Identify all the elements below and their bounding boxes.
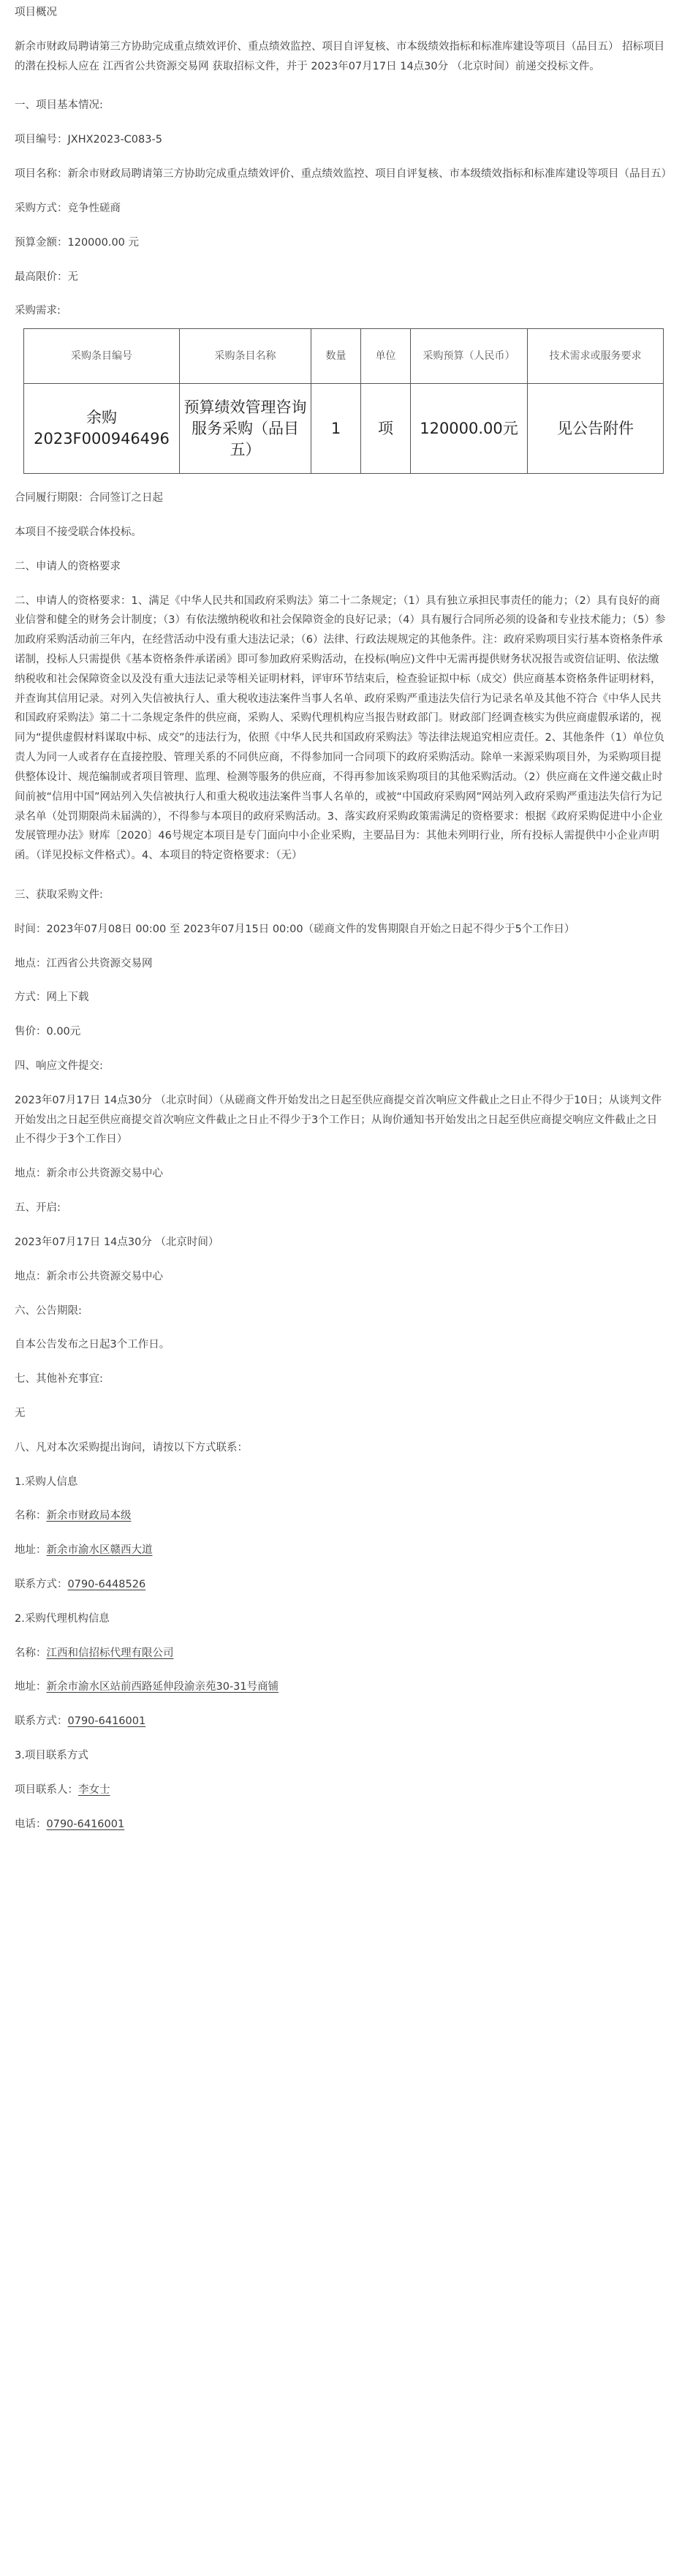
budget-amount: 预算金额：120000.00 元 xyxy=(15,236,140,249)
contact-phone-label: 电话： xyxy=(15,1818,47,1830)
purchaser-heading: 1.采购人信息 xyxy=(15,1476,78,1488)
overview-heading: 项目概况 xyxy=(15,7,57,18)
table-cell: 1 xyxy=(311,384,361,474)
table-header: 采购预算（人民币） xyxy=(411,329,528,384)
overview-text: 新余市财政局聘请第三方协助完成重点绩效评价、重点绩效监控、项目自评复核、市本级绩效指标和标准库建设等项目（品目五） 招标项目的潜在投标人应在 江西省公共资源交易网 获取招标文件，并于 2023年07月17日 14点30分 （北京时间）前递交投标文件。 xyxy=(15,40,665,72)
section3-heading: 三、获取采购文件: xyxy=(15,888,103,901)
requirements-label: 采购需求: xyxy=(15,305,61,317)
purchaser-address-label: 地址： xyxy=(15,1544,47,1557)
table-cell: 120000.00元 xyxy=(411,384,528,474)
section8-heading: 八、凡对本次采购提出询问，请按以下方式联系： xyxy=(15,1441,248,1454)
table-cell: 见公告附件 xyxy=(528,384,664,474)
submission-place: 地点：新余市公共资源交易中心 xyxy=(15,1168,163,1180)
consortium-note: 本项目不接受联合体投标。 xyxy=(15,526,142,538)
table-header: 单位 xyxy=(361,329,411,384)
purchaser-phone[interactable]: 0790-6448526 xyxy=(67,1579,146,1590)
section7-heading: 七、其他补充事宜: xyxy=(15,1373,103,1386)
project-number: 项目编号：JXHX2023-C083-5 xyxy=(15,134,162,146)
procurement-method: 采购方式：竞争性磋商 xyxy=(15,202,121,214)
submission-deadline: 2023年07月17日 14点30分 （北京时间）（从磋商文件开始发出之日起至供应商提交首次响应文件截止之日止不得少于10日；从谈判文件开始发出之日起至供应商提交首次响应文件截止之日止不得少于3个工作日；从询价通知书开始发出之日起至供应商提交响应文件截止之日止不得少于3个工作日） xyxy=(15,1094,662,1146)
project-name: 项目名称：新余市财政局聘请第三方协助完成重点绩效评价、重点绩效监控、项目自评复核、市本级绩效指标和标准库建设等项目（品目五） xyxy=(15,168,672,181)
notice-period: 自本公告发布之日起3个工作日。 xyxy=(15,1339,170,1351)
purchaser-name-line xyxy=(15,1506,667,1526)
contact-heading: 3.项目联系方式 xyxy=(15,1750,88,1762)
requirements-table xyxy=(23,328,664,474)
table-cell: 预算绩效管理咨询服务采购（品目五） xyxy=(180,384,311,474)
table-header: 采购条目名称 xyxy=(180,329,311,384)
table-cell: 项 xyxy=(361,384,411,474)
document-price: 售价：0.00元 xyxy=(15,1026,81,1038)
opening-place: 地点：新余市公共资源交易中心 xyxy=(15,1270,163,1283)
document-place: 地点：江西省公共资源交易网 xyxy=(15,957,153,970)
agency-heading: 2.采购代理机构信息 xyxy=(15,1612,110,1625)
table-header: 数量 xyxy=(311,329,361,384)
purchaser-address[interactable]: 新余市渝水区赣西大道 xyxy=(46,1544,153,1557)
agency-name-label: 名称： xyxy=(15,1647,47,1659)
contact-person[interactable]: 李女士 xyxy=(78,1783,110,1796)
opening-time: 2023年07月17日 14点30分 （北京时间） xyxy=(15,1236,219,1248)
table-header: 采购条目编号 xyxy=(24,329,180,384)
document-mode: 方式：网上下载 xyxy=(15,992,89,1004)
contact-phone-line xyxy=(15,1815,667,1835)
other-matters: 无 xyxy=(15,1407,26,1419)
purchaser-name[interactable]: 新余市财政局本级 xyxy=(46,1510,132,1522)
section2-heading: 二、申请人的资格要求 xyxy=(15,560,121,573)
agency-address-line xyxy=(15,1677,667,1697)
agency-phone[interactable]: 0790-6416001 xyxy=(67,1715,146,1728)
section5-heading: 五、开启: xyxy=(15,1202,61,1215)
table-header-row xyxy=(24,329,664,384)
purchaser-address-line xyxy=(15,1541,667,1560)
table-header: 技术需求或服务要求 xyxy=(528,329,664,384)
agency-name[interactable]: 江西和信招标代理有限公司 xyxy=(46,1647,174,1659)
purchaser-phone-label: 联系方式： xyxy=(15,1579,68,1590)
purchaser-name-label: 名称： xyxy=(15,1510,47,1522)
agency-address-label: 地址： xyxy=(15,1681,47,1693)
purchaser-phone-line xyxy=(15,1575,667,1595)
agency-phone-label: 联系方式： xyxy=(15,1715,68,1728)
section1-heading: 一、项目基本情况: xyxy=(15,99,103,112)
qualification-requirements: 二、申请人的资格要求：1、满足《中华人民共和国政府采购法》第二十二条规定；（1）具有独立承担民事责任的能力；（2）具有良好的商业信誉和健全的财务会计制度；（3）有依法缴纳税收和社会保障资金的良好记录；（4）具有履行合同所必须的设备和专业技术能力；（5）参加政府采购活动前三年内，在经营活动中没有重大违法记录；（6）法律、行政法规规定的其他条件。注：政府采购项目实行基本资格条件承诺制，投标人只需提供《基本资格条件承诺函》即可参加政府采购活动，在投标(响应)文件中无需再提供财务状况报告或资信证明、依法缴纳税收和社会保障资金以及没有重大违法记录等相关证明材料，评审环节结束后，检查验证拟中标（成交）供应商基本资格条件证明材料，并查询其信用记录。对列入失信被执行人、重大税收违法案件当事人名单、政府采购严重违法失信行为记录名单及其他不符合《中华人民共和国政府采购法》第二十二条规定条件的供应商，采购人、采购代理机构应当报告财政部门。财政部门经调查核实为供应商虚假承诺的，视同为“提供虚假材料谋取中标、成交”的违法行为，依照《中华人民共和国政府采购法》等法律法规追究相应责任。2、其他条件（1）单位负责人为同一人或者存在直接控股、管理关系的不同供应商，不得参加同一合同项下的政府采购活动。除单一来源采购项目外，为采购项目提供整体设计、规范编制或者项目管理、监理、检测等服务的供应商，不得再参加该采购项目的其他采购活动。（2）供应商在文件递交截止时间前被“信用中国”网站列入失信被执行人和重大税收违法案件当事人名单的，或被“中国政府采购网”网站列入政府采购严重违法失信行为记录名单（处罚期限尚未届满的），不得参与本项目的政府采购活动。3、落实政府采购政策需满足的资格要求：根据《政府采购促进中小企业发展管理办法》财库〔2020〕46号规定本项目是专门面向中小企业采购，主要品目为：其他未列明行业，所有投标人需提供中小企业声明函。（详见投标文件格式）。4、本项目的特定资格要求：（无） xyxy=(15,594,666,862)
agency-name-line xyxy=(15,1644,667,1663)
max-price: 最高限价：无 xyxy=(15,271,78,283)
agency-phone-line xyxy=(15,1712,667,1731)
contact-phone[interactable]: 0790-6416001 xyxy=(46,1818,125,1830)
section4-heading: 四、响应文件提交: xyxy=(15,1060,103,1072)
table-row xyxy=(24,384,664,474)
table-cell: 余购2023F000946496 xyxy=(24,384,180,474)
contact-person-label: 项目联系人： xyxy=(15,1783,78,1796)
document-time: 时间：2023年07月08日 00:00 至 2023年07月15日 00:00（磋商文件的发售期限自开始之日起不得少于5个工作日） xyxy=(15,923,575,935)
agency-address[interactable]: 新余市渝水区站前西路延伸段渝亲苑30-31号商铺 xyxy=(46,1681,279,1693)
contract-period: 合同履行期限：合同签订之日起 xyxy=(15,492,163,505)
contact-person-line xyxy=(15,1780,667,1800)
section6-heading: 六、公告期限: xyxy=(15,1304,82,1317)
